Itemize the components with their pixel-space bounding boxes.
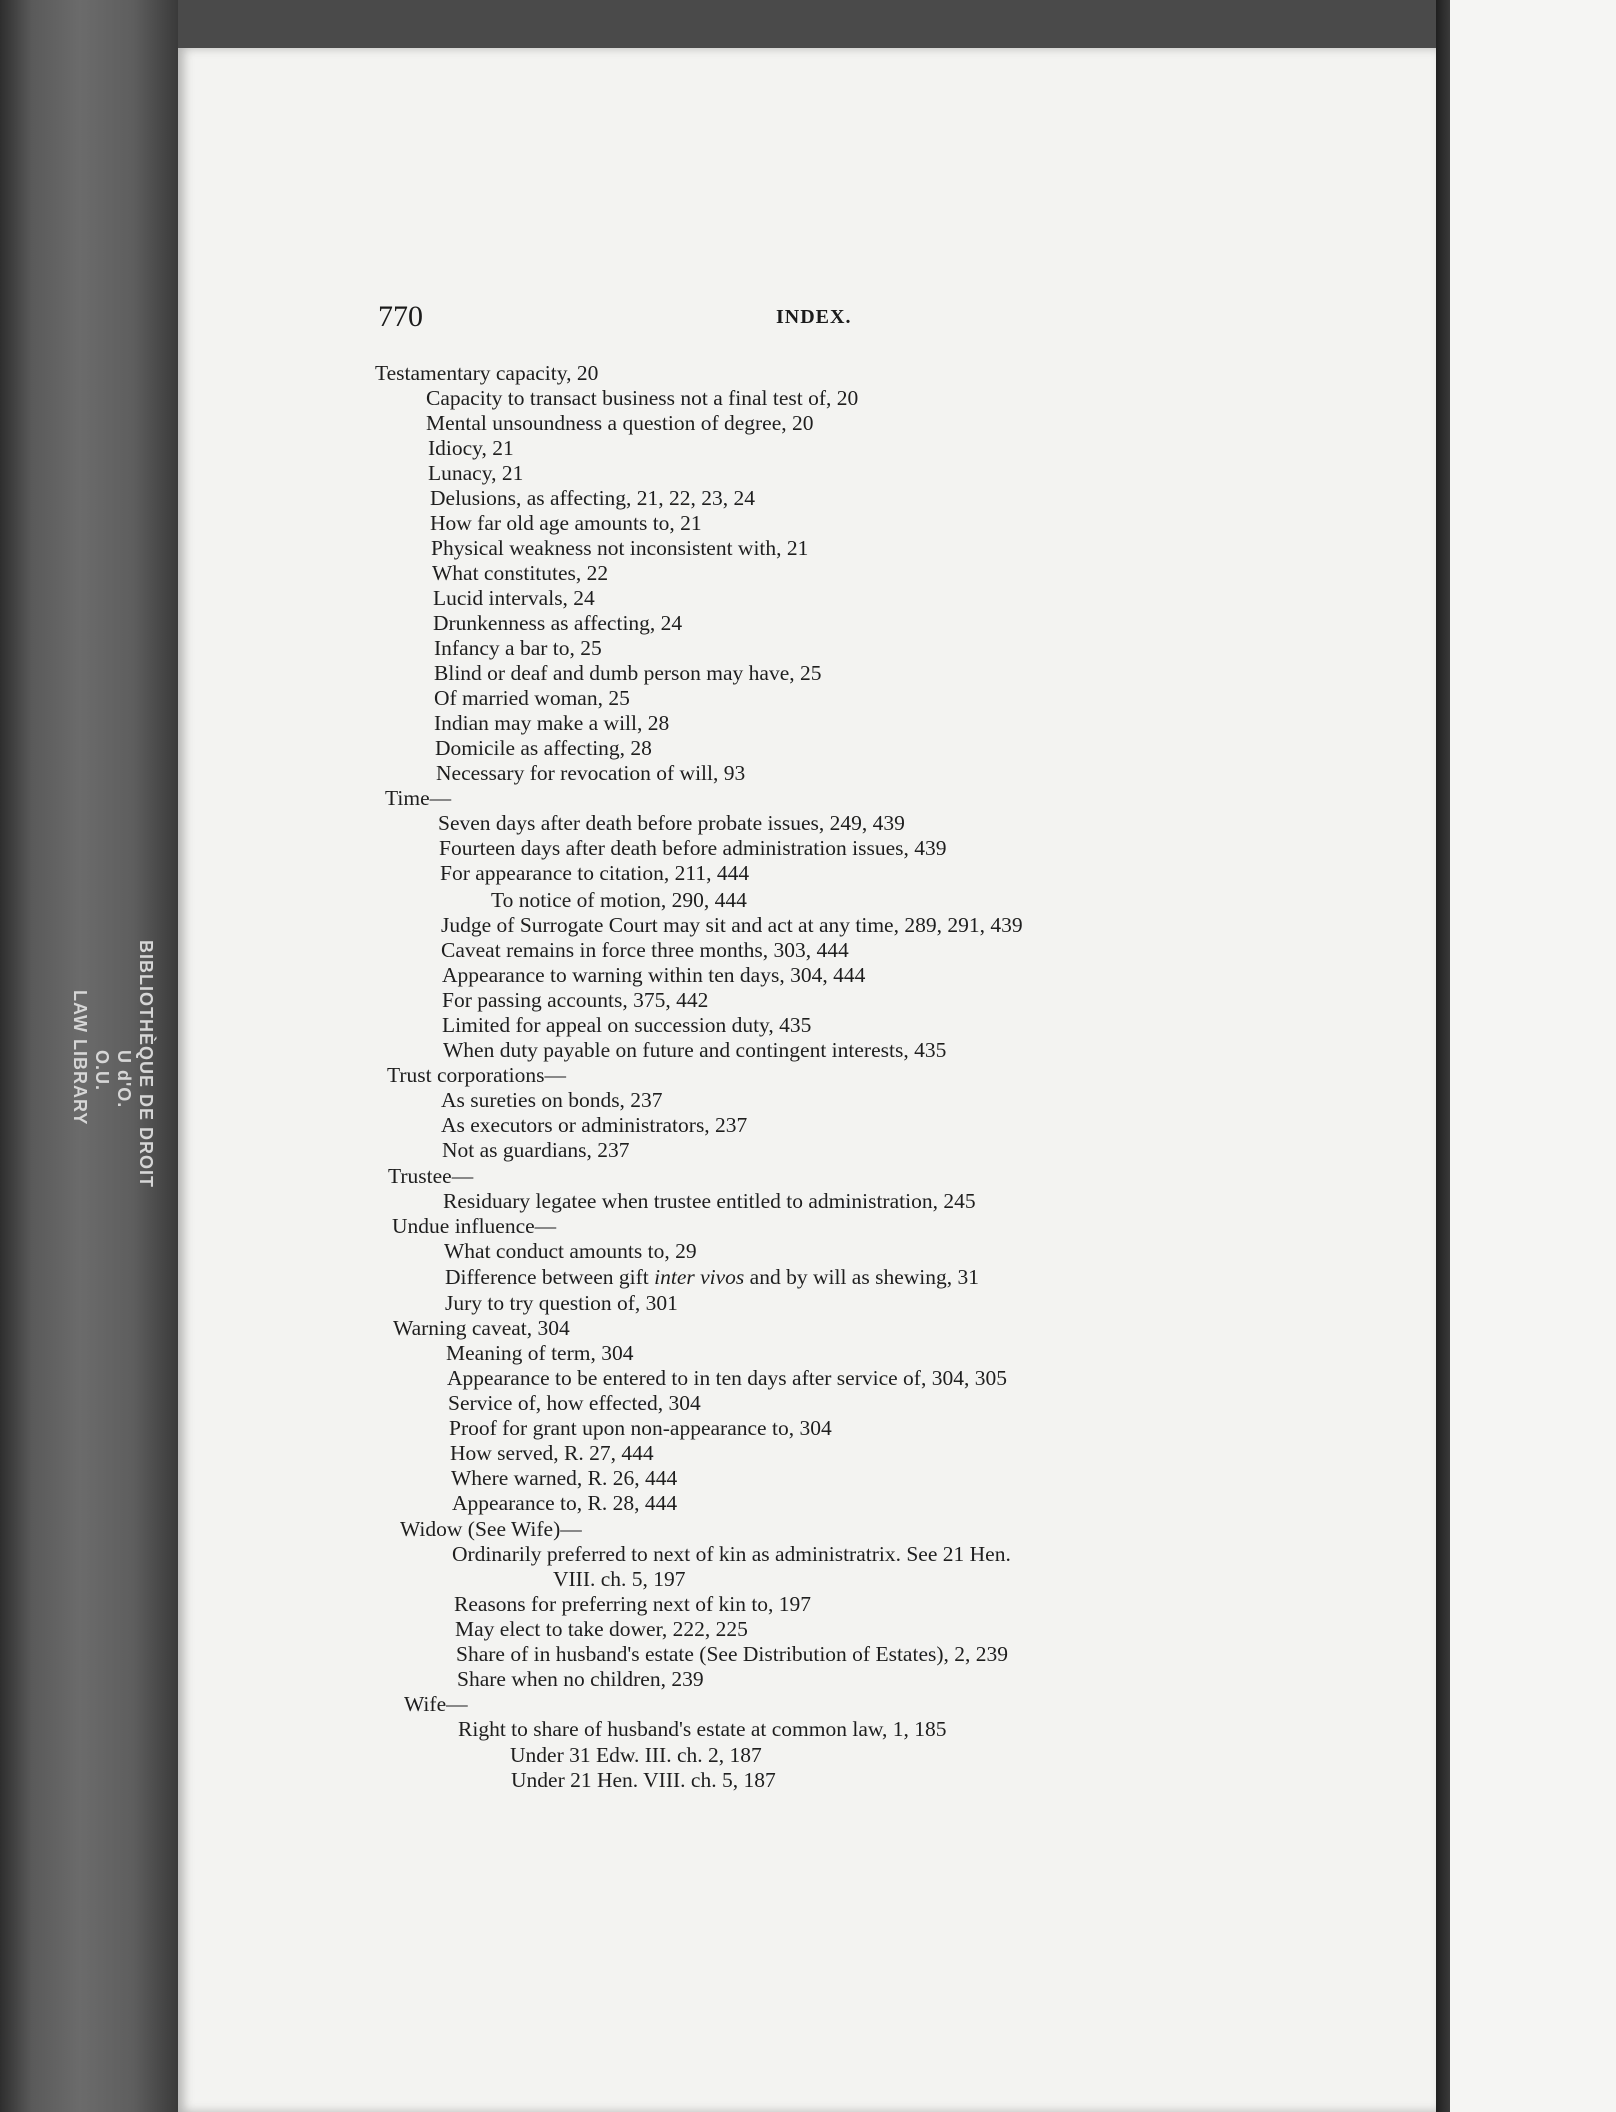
index-entry: Drunkenness as affecting, 24 <box>433 611 683 635</box>
index-entry: Undue influence— <box>392 1214 557 1238</box>
library-stamp-line: BIBLIOTHÈQUE DE DROIT <box>136 940 156 1189</box>
index-entry: As executors or administrators, 237 <box>441 1113 748 1137</box>
library-stamp-line: LAW LIBRARY <box>70 990 90 1126</box>
index-entry: Lucid intervals, 24 <box>433 586 595 610</box>
index-entry: Ordinarily preferred to next of kin as administratrix. See 21 Hen. <box>452 1542 1011 1566</box>
index-entry: As sureties on bonds, 237 <box>441 1088 663 1112</box>
index-entry: To notice of motion, 290, 444 <box>491 888 747 912</box>
index-entry: Where warned, R. 26, 444 <box>451 1466 678 1490</box>
index-entry: Widow (See Wife)— <box>400 1517 582 1541</box>
library-stamp-line: U d'O. <box>114 1050 134 1109</box>
index-entry: How far old age amounts to, 21 <box>430 511 702 535</box>
index-entry: Trust corporations— <box>387 1063 566 1087</box>
index-entry: Meaning of term, 304 <box>446 1341 634 1365</box>
index-entry: Delusions, as affecting, 21, 22, 23, 24 <box>430 486 756 510</box>
index-entry: Judge of Surrogate Court may sit and act at any time, 289, 291, 439 <box>441 913 1023 937</box>
index-entry: Residuary legatee when trustee entitled to administration, 245 <box>443 1189 976 1213</box>
index-entry: Under 31 Edw. III. ch. 2, 187 <box>510 1743 762 1767</box>
index-entry: What constitutes, 22 <box>432 561 609 585</box>
index-entry: Right to share of husband's estate at common law, 1, 185 <box>458 1717 947 1741</box>
index-entry: Lunacy, 21 <box>428 461 524 485</box>
running-title: INDEX. <box>776 306 852 328</box>
index-entry: For appearance to citation, 211, 444 <box>440 861 750 885</box>
index-entry: Testamentary capacity, 20 <box>375 361 599 385</box>
index-entry: Infancy a bar to, 25 <box>434 636 602 660</box>
index-entry: Proof for grant upon non-appearance to, 304 <box>449 1416 832 1440</box>
page-number: 770 <box>378 300 423 333</box>
index-entry: For passing accounts, 375, 442 <box>442 988 709 1012</box>
book-page <box>178 48 1436 2112</box>
index-entry: Under 21 Hen. VIII. ch. 5, 187 <box>511 1768 776 1792</box>
index-entry: Capacity to transact business not a final test of, 20 <box>426 386 859 410</box>
index-entry: Indian may make a will, 28 <box>434 711 670 735</box>
index-entry-italic: inter vivos <box>654 1265 745 1289</box>
book-spine-edge <box>0 0 178 2112</box>
index-entry: Necessary for revocation of will, 93 <box>436 761 746 785</box>
page-header <box>378 300 1278 340</box>
index-entry: Time— <box>385 786 452 810</box>
library-stamp <box>70 940 168 1360</box>
index-entry: Wife— <box>404 1692 468 1716</box>
index-entry: Appearance to warning within ten days, 304, 444 <box>442 963 866 987</box>
index-entry: Fourteen days after death before administration issues, 439 <box>439 836 947 860</box>
index-entry: Limited for appeal on succession duty, 435 <box>442 1013 812 1037</box>
index-entry <box>445 1264 979 1290</box>
index-entry: Jury to try question of, 301 <box>445 1291 678 1315</box>
index-entry: When duty payable on future and contingent interests, 435 <box>443 1038 947 1062</box>
index-entry: Warning caveat, 304 <box>393 1316 570 1340</box>
library-stamp-line: O.U. <box>92 1050 112 1092</box>
index-entry: VIII. ch. 5, 197 <box>553 1567 686 1591</box>
index-entry-text: Difference between gift <box>445 1265 655 1289</box>
index-entry: Blind or deaf and dumb person may have, 25 <box>434 661 822 685</box>
index-entry: Idiocy, 21 <box>428 436 514 460</box>
index-entry: Trustee— <box>388 1164 474 1188</box>
index-entry: Appearance to, R. 28, 444 <box>452 1491 678 1515</box>
index-entry: Reasons for preferring next of kin to, 197 <box>454 1592 812 1616</box>
index-entry: May elect to take dower, 222, 225 <box>455 1617 748 1641</box>
index-entry: Seven days after death before probate issues, 249, 439 <box>438 811 905 835</box>
page-gutter <box>1436 0 1450 2112</box>
index-entry: Not as guardians, 237 <box>442 1138 630 1162</box>
index-entry: Of married woman, 25 <box>434 686 630 710</box>
index-entry: Share when no children, 239 <box>457 1667 704 1691</box>
index-entry: Physical weakness not inconsistent with, 21 <box>431 536 809 560</box>
index-entry: Service of, how effected, 304 <box>448 1391 701 1415</box>
index-entry: What conduct amounts to, 29 <box>444 1239 697 1263</box>
index-entry: How served, R. 27, 444 <box>450 1441 654 1465</box>
index-entry-text: and by will as shewing, 31 <box>744 1265 979 1289</box>
facing-page-edge <box>1450 0 1616 2112</box>
index-entry: Share of in husband's estate (See Distribution of Estates), 2, 239 <box>456 1642 1009 1666</box>
index-entry: Caveat remains in force three months, 303, 444 <box>441 938 849 962</box>
index-entry: Domicile as affecting, 28 <box>435 736 652 760</box>
index-entry: Appearance to be entered to in ten days after service of, 304, 305 <box>447 1366 1007 1390</box>
index-entry: Mental unsoundness a question of degree, 20 <box>426 411 814 435</box>
